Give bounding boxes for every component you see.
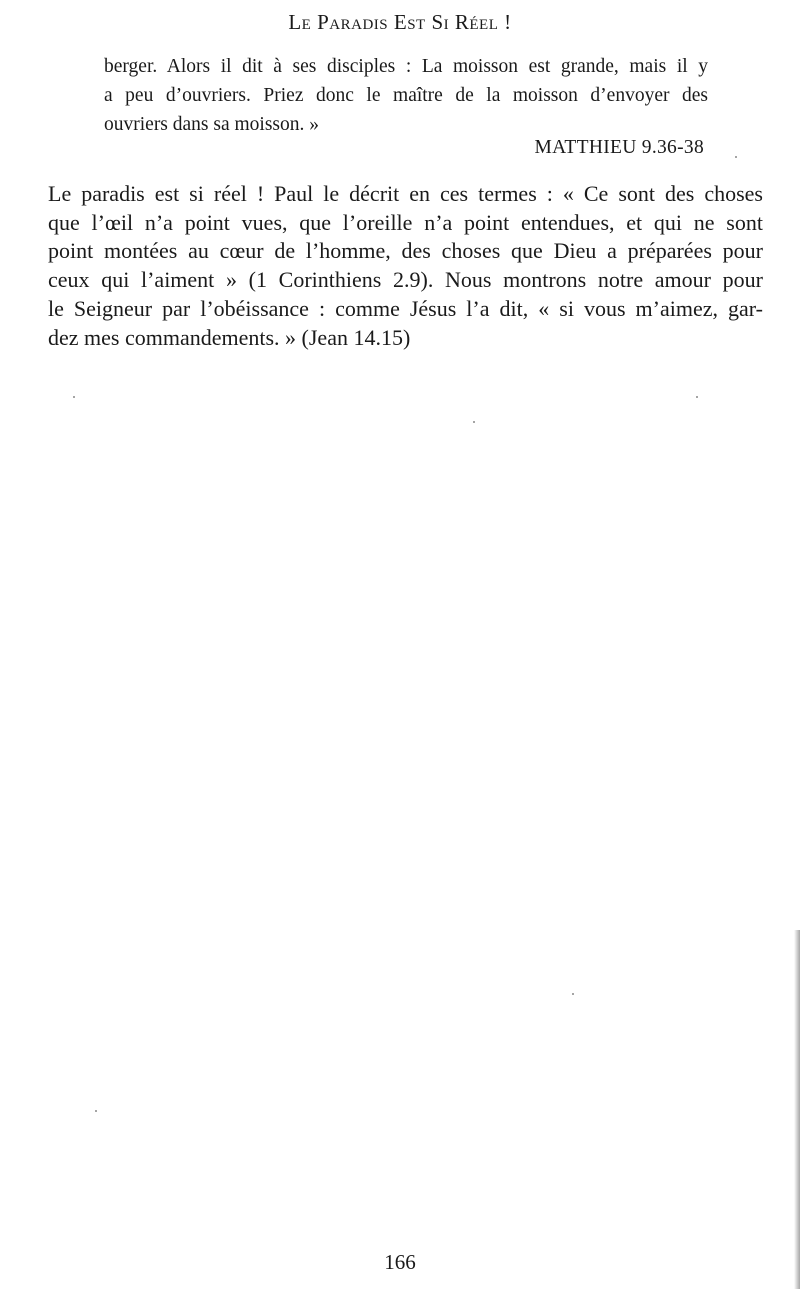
body-line: Le paradis est si réel ! Paul le décrit en ces termes : « Ce sont des choses <box>48 181 763 206</box>
scripture-quote <box>104 52 708 139</box>
scan-speck <box>473 421 475 423</box>
body-line: que l’œil n’a point vues, que l’oreille n’a point entendues, et qui ne sont <box>48 209 763 235</box>
body-paragraph <box>48 180 763 352</box>
scan-speck <box>73 396 75 398</box>
scripture-citation: MATTHIEU 9.36-38 <box>534 137 704 158</box>
scan-speck <box>735 156 737 158</box>
quote-line: a peu d’ouvriers. Priez donc le maître de la moisson d’envoyer des <box>104 85 708 106</box>
body-line: dez mes commandements. » (Jean 14.15) <box>48 324 411 350</box>
quote-line: ouvriers dans sa moisson. » <box>104 114 320 135</box>
body-line: point montées au cœur de l’homme, des choses que Dieu a préparées pour <box>48 238 763 264</box>
page-edge-shadow <box>794 930 800 1289</box>
running-head: Le Paradis Est Si Réel ! <box>288 10 512 34</box>
quote-line: berger. Alors il dit à ses disciples : La moisson est grande, mais il y <box>104 56 708 77</box>
scan-speck <box>696 396 698 398</box>
scan-speck <box>95 1110 97 1112</box>
body-line: le Seigneur par l’obéissance : comme Jésus l’a dit, « si vous m’aimez, gar- <box>48 295 763 321</box>
page-number: 166 <box>384 1250 416 1274</box>
body-line: ceux qui l’aiment » (1 Corinthiens 2.9). Nous montrons notre amour pour <box>48 267 763 293</box>
scan-speck <box>572 993 574 995</box>
